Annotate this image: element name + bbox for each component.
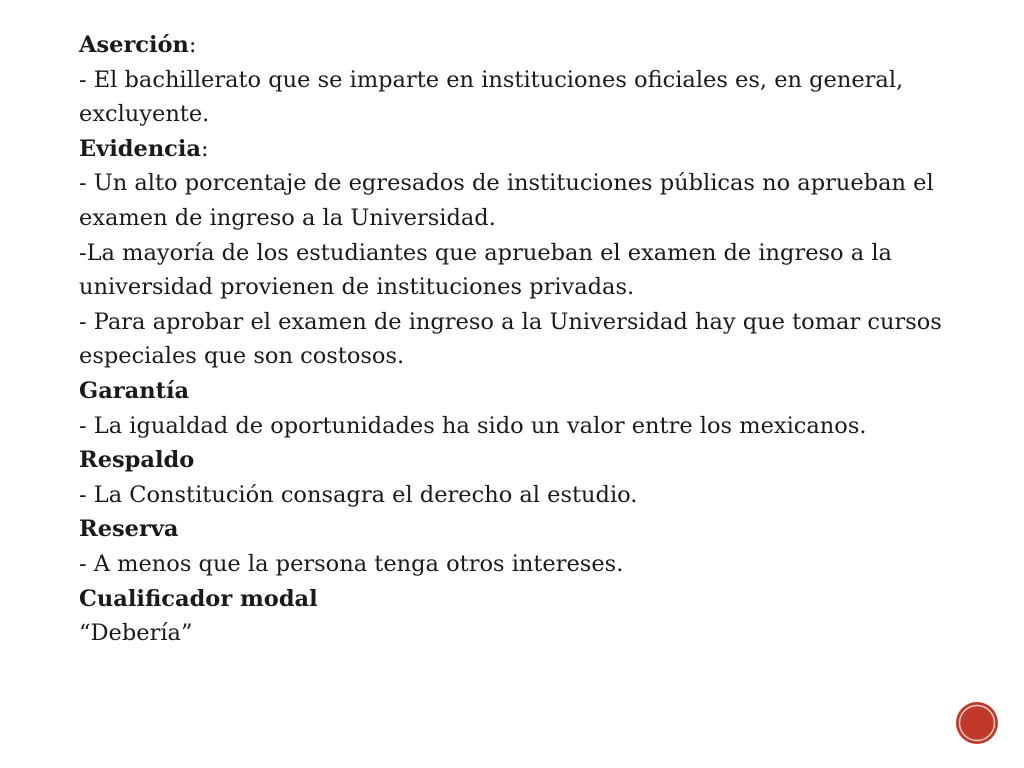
heading-evidencia-colon: : <box>201 135 209 162</box>
evidencia-line-3: - Para aprobar el examen de ingreso a la Universidad hay que tomar cursos especiales que son costosos. <box>79 308 950 370</box>
heading-asercion: Aserción <box>79 32 189 58</box>
section-evidencia-heading <box>79 132 959 167</box>
asercion-line-1: - El bachillerato que se imparte en instituciones oficiales es, en general, excluyente. <box>79 66 911 128</box>
cualificador-line-1: “Debería” <box>79 620 193 647</box>
evidencia-line-1: - Un alto porcentaje de egresados de instituciones públicas no aprueban el examen de ingreso a la Universidad. <box>79 170 941 231</box>
heading-reserva: Reserva <box>79 516 179 543</box>
heading-garantia: Garantía <box>79 377 190 404</box>
reserva-line-1: - A menos que la persona tenga otros intereses. <box>79 550 624 577</box>
heading-cualificador-modal: Cualificador modal <box>79 585 318 612</box>
heading-evidencia: Evidencia <box>79 135 202 162</box>
badge-outer-circle <box>956 702 998 744</box>
heading-respaldo: Respaldo <box>79 447 195 474</box>
section-asercion-heading <box>79 28 959 63</box>
heading-asercion-colon: : <box>188 32 197 58</box>
evidencia-line-2: -La mayoría de los estudiantes que aprueban el examen de ingreso a la universidad provienen de instituciones privadas. <box>79 239 900 301</box>
circle-badge-icon <box>955 701 999 745</box>
respaldo-line-1: - La Constitución consagra el derecho al estudio. <box>79 481 638 508</box>
slide-content <box>79 28 959 651</box>
garantia-line-1: - La igualdad de oportunidades ha sido un valor entre los mexicanos. <box>79 412 867 439</box>
